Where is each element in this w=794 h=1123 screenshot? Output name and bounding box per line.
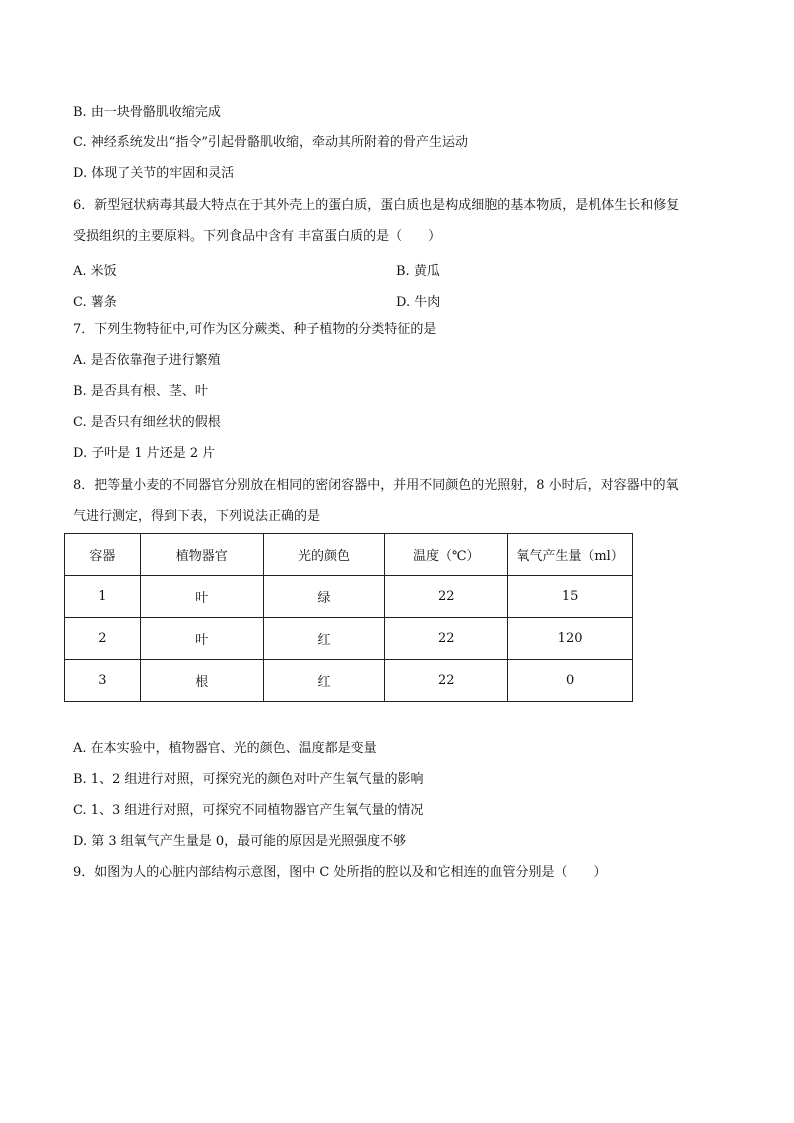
q6-option-c: C. 薯条 <box>73 295 117 310</box>
q5-option-d: D. 体现了关节的牢固和灵活 <box>73 166 235 181</box>
table-cell: 绿 <box>263 576 385 618</box>
q6-stem-line-2: 受损组织的主要原料。下列食品中含有 丰富蛋白质的是（ ） <box>73 229 442 244</box>
q8-option-d: D. 第 3 组氧气产生量是 0，最可能的原因是光照强度不够 <box>73 834 407 849</box>
table-header-cell: 植物器官 <box>140 534 263 576</box>
table-header-cell: 温度（℃） <box>385 534 508 576</box>
q6-options-row-2 <box>73 291 733 310</box>
table-header-cell: 容器 <box>65 534 141 576</box>
q6-option-d: D. 牛肉 <box>396 295 441 310</box>
q8-option-a: A. 在本实验中，植物器官、光的颜色、温度都是变量 <box>73 741 377 756</box>
table-cell: 120 <box>508 618 633 660</box>
table-cell: 15 <box>508 576 633 618</box>
table-header-row <box>65 534 633 576</box>
table-cell: 红 <box>263 660 385 702</box>
q9-stem: 9．如图为人的心脏内部结构示意图，图中 C 处所指的腔以及和它相连的血管分别是（ ） <box>73 865 607 880</box>
q5-option-b: B. 由一块骨骼肌收缩完成 <box>73 105 221 120</box>
table-cell: 0 <box>508 660 633 702</box>
q6-option-b: B. 黄瓜 <box>396 264 440 279</box>
q7-option-b: B. 是否具有根、茎、叶 <box>73 384 208 399</box>
q7-option-a: A. 是否依靠孢子进行繁殖 <box>73 353 221 368</box>
table-header-cell: 氧气产生量（ml） <box>508 534 633 576</box>
table-cell: 22 <box>385 660 508 702</box>
table-cell: 叶 <box>140 576 263 618</box>
table-cell: 1 <box>65 576 141 618</box>
table-row <box>65 660 633 702</box>
q7-option-c: C. 是否只有细丝状的假根 <box>73 415 221 430</box>
table-cell: 22 <box>385 576 508 618</box>
table-cell: 2 <box>65 618 141 660</box>
table-row <box>65 576 633 618</box>
table-cell: 根 <box>140 660 263 702</box>
table-cell: 3 <box>65 660 141 702</box>
table-header-cell: 光的颜色 <box>263 534 385 576</box>
q8-stem-line-1: 8．把等量小麦的不同器官分别放在相同的密闭容器中，并用不同颜色的光照射，8 小时后，对容器中的氧 <box>73 478 679 493</box>
q8-option-c: C. 1、3 组进行对照，可探究不同植物器官产生氧气量的情况 <box>73 803 424 818</box>
q8-stem-line-2: 气进行测定，得到下表，下列说法正确的是 <box>73 509 321 524</box>
oxygen-data-table <box>64 533 633 702</box>
q7-stem: 7．下列生物特征中,可作为区分蕨类、种子植物的分类特征的是 <box>73 322 437 337</box>
q8-option-b: B. 1、2 组进行对照，可探究光的颜色对叶产生氧气量的影响 <box>73 772 424 787</box>
q5-option-c: C. 神经系统发出“指令”引起骨骼肌收缩，牵动其所附着的骨产生运动 <box>73 135 469 150</box>
table-cell: 22 <box>385 618 508 660</box>
q6-option-a: A. 米饭 <box>73 264 117 279</box>
q6-options-row-1 <box>73 260 733 279</box>
q6-stem-line-1: 6．新型冠状病毒其最大特点在于其外壳上的蛋白质，蛋白质也是构成细胞的基本物质，是机体生长和修复 <box>73 198 680 213</box>
q7-option-d: D. 子叶是 1 片还是 2 片 <box>73 446 216 461</box>
table-row <box>65 618 633 660</box>
table-cell: 叶 <box>140 618 263 660</box>
table-cell: 红 <box>263 618 385 660</box>
